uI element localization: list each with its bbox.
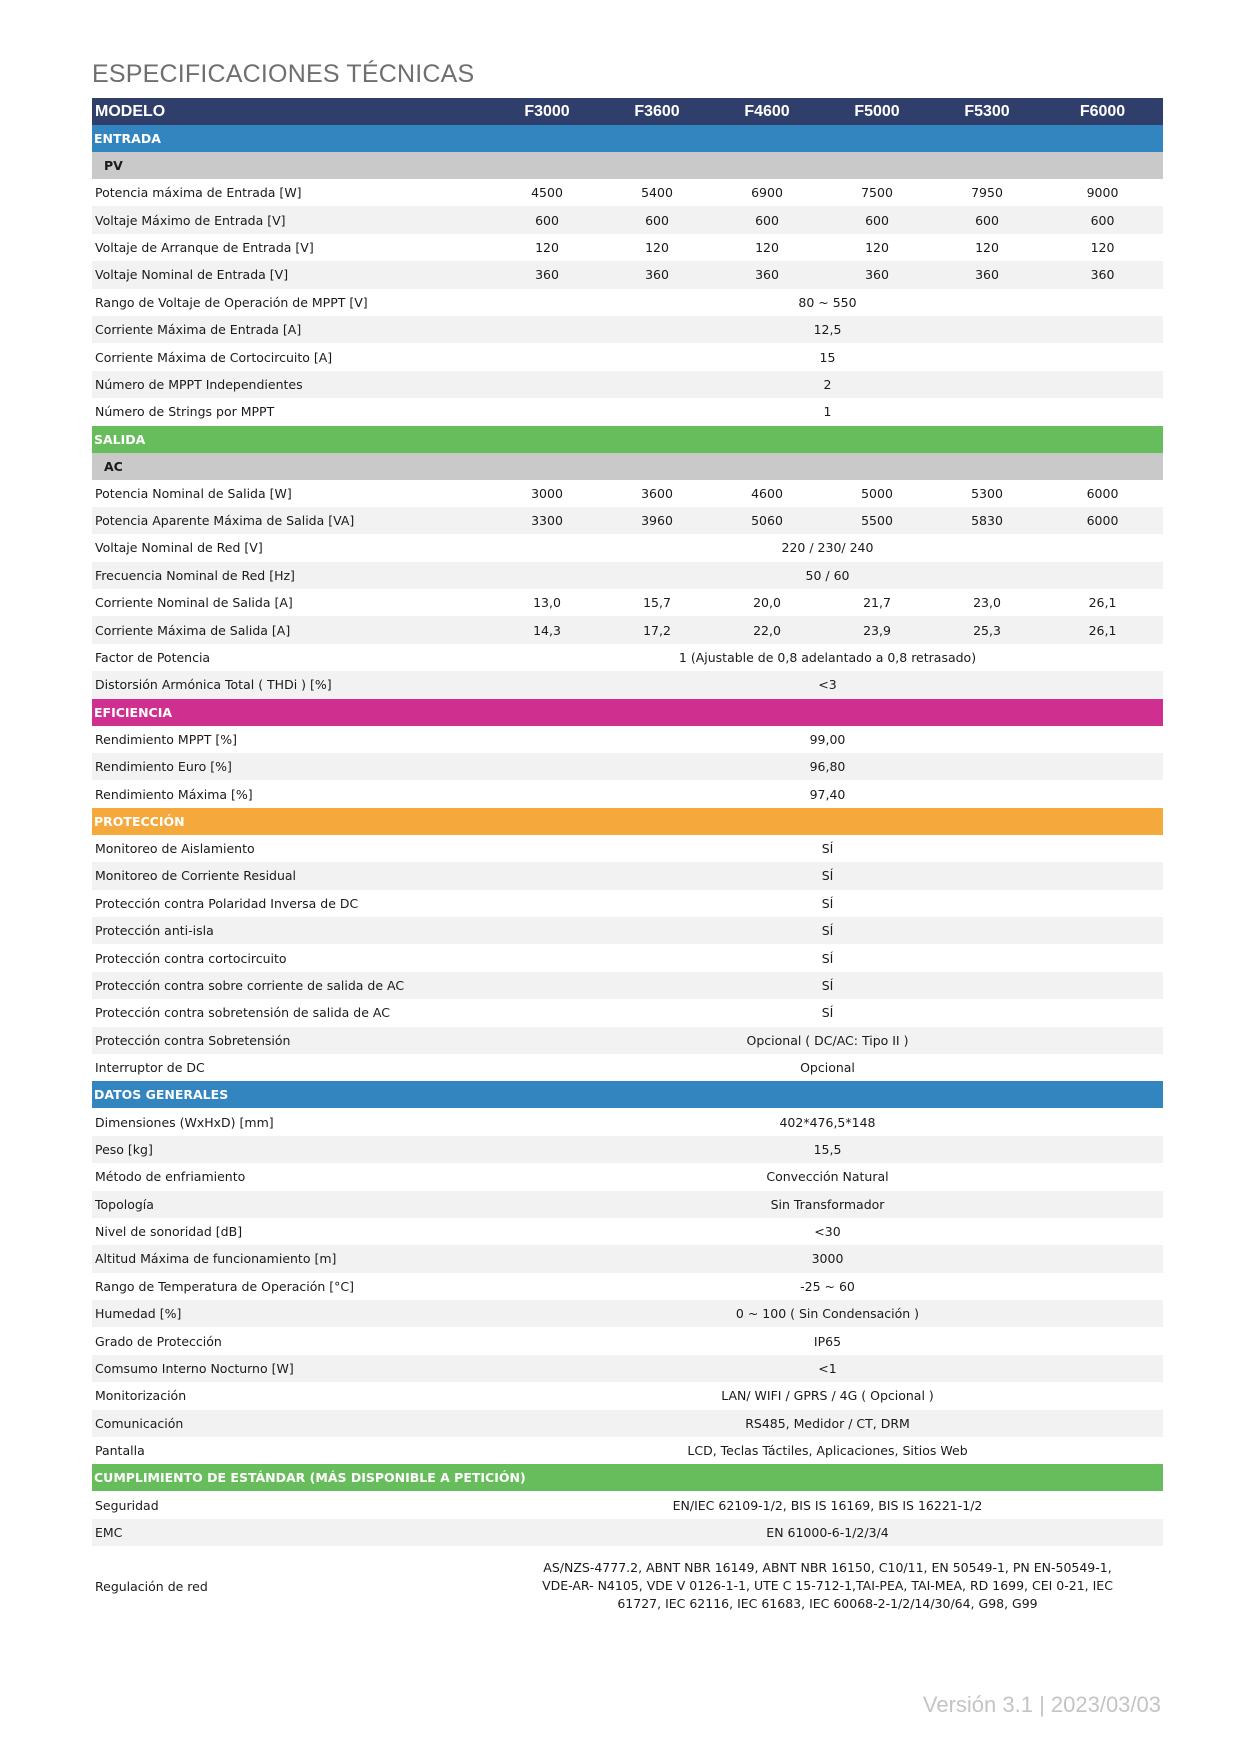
model-header: F5000 bbox=[822, 98, 932, 125]
row-label: Corriente Máxima de Salida [A] bbox=[92, 616, 492, 643]
table-row bbox=[92, 1300, 1163, 1327]
table-row bbox=[92, 589, 1163, 616]
row-value: 120 bbox=[975, 239, 999, 255]
row-value: 3600 bbox=[641, 485, 673, 501]
table-row bbox=[92, 289, 1163, 316]
row-value: EN 61000-6-1/2/3/4 bbox=[492, 1519, 1163, 1546]
table-row bbox=[92, 179, 1163, 206]
row-value: 22,0 bbox=[712, 616, 822, 643]
row-value: 2 bbox=[492, 371, 1163, 398]
row-label: EMC bbox=[92, 1519, 492, 1546]
section-title: DATOS GENERALES bbox=[92, 1081, 1163, 1108]
table-row bbox=[92, 507, 1163, 534]
row-value: 120 bbox=[755, 239, 779, 255]
row-label: Corriente Máxima de Cortocircuito [A] bbox=[95, 349, 333, 365]
row-label: Protección contra sobretensión de salida de AC bbox=[95, 1005, 390, 1021]
table-row bbox=[92, 234, 1163, 261]
table-row bbox=[92, 780, 1163, 807]
row-value: 600 bbox=[712, 206, 822, 233]
subsection-title: AC bbox=[92, 453, 1163, 480]
row-label: Dimensiones (WxHxD) [mm] bbox=[95, 1114, 274, 1130]
row-label: Peso [kg] bbox=[92, 1136, 492, 1163]
row-value: 5300 bbox=[971, 485, 1003, 501]
model-header: F5300 bbox=[932, 98, 1042, 125]
row-value: 3300 bbox=[492, 507, 602, 534]
row-value: 402*476,5*148 bbox=[779, 1114, 876, 1130]
row-label: Número de Strings por MPPT bbox=[95, 404, 275, 420]
table-row bbox=[92, 862, 1163, 889]
row-label: Comsumo Interno Nocturno [W] bbox=[92, 1355, 492, 1382]
spec-table bbox=[92, 98, 1163, 1626]
row-label: Voltaje Máximo de Entrada [V] bbox=[92, 206, 492, 233]
row-value: 26,1 bbox=[1088, 595, 1117, 611]
row-value: 4500 bbox=[531, 185, 563, 201]
model-header: F6000 bbox=[1042, 98, 1163, 125]
table-row bbox=[92, 1410, 1163, 1437]
row-label: Comunicación bbox=[92, 1410, 492, 1437]
row-value: 15,7 bbox=[643, 595, 671, 611]
row-label: Voltaje Nominal de Entrada [V] bbox=[92, 261, 492, 288]
row-value: 26,1 bbox=[1042, 616, 1163, 643]
row-value: LCD, Teclas Táctiles, Aplicaciones, Sitios Web bbox=[687, 1443, 968, 1459]
table-row bbox=[92, 562, 1163, 589]
row-value: 6900 bbox=[751, 185, 783, 201]
row-label: Método de enfriamiento bbox=[95, 1169, 246, 1185]
row-value: 97,40 bbox=[809, 786, 846, 802]
table-row bbox=[92, 534, 1163, 561]
section-header-row bbox=[92, 808, 1163, 835]
row-value: 7950 bbox=[971, 185, 1003, 201]
row-label: Pantalla bbox=[95, 1443, 145, 1459]
row-label: Voltaje de Arranque de Entrada [V] bbox=[95, 239, 314, 255]
row-value: 360 bbox=[492, 261, 602, 288]
table-row bbox=[92, 1191, 1163, 1218]
section-header-row bbox=[92, 1081, 1163, 1108]
row-value: -25 ~ 60 bbox=[800, 1278, 855, 1294]
row-value: 6000 bbox=[1086, 485, 1119, 501]
table-row bbox=[92, 1546, 1163, 1626]
table-row bbox=[92, 1027, 1163, 1054]
row-value: 5500 bbox=[822, 507, 932, 534]
table-row bbox=[92, 644, 1163, 671]
row-label: Frecuencia Nominal de Red [Hz] bbox=[92, 562, 492, 589]
row-label: Seguridad bbox=[95, 1497, 159, 1513]
row-value: 600 bbox=[822, 206, 932, 233]
table-row bbox=[92, 753, 1163, 780]
row-value: <1 bbox=[492, 1355, 1163, 1382]
row-value: IP65 bbox=[813, 1333, 842, 1349]
table-row bbox=[92, 999, 1163, 1026]
row-value: 360 bbox=[932, 261, 1042, 288]
row-label: Monitoreo de Corriente Residual bbox=[92, 862, 492, 889]
row-value: Opcional bbox=[800, 1060, 855, 1076]
row-label: Protección anti-isla bbox=[92, 917, 492, 944]
table-row bbox=[92, 316, 1163, 343]
row-value: 600 bbox=[602, 206, 712, 233]
row-label: Número de MPPT Independientes bbox=[92, 371, 492, 398]
section-title: EFICIENCIA bbox=[92, 699, 1163, 726]
row-value: 50 / 60 bbox=[492, 562, 1163, 589]
table-row bbox=[92, 1136, 1163, 1163]
row-value: 23,0 bbox=[973, 595, 1001, 611]
row-value: SÍ bbox=[821, 950, 834, 966]
row-label: Monitoreo de Aislamiento bbox=[95, 841, 255, 856]
row-value: 360 bbox=[712, 261, 822, 288]
row-value: 220 / 230/ 240 bbox=[781, 540, 874, 556]
table-row bbox=[92, 1382, 1163, 1409]
table-row bbox=[92, 1327, 1163, 1354]
row-label: Interruptor de DC bbox=[95, 1060, 205, 1076]
subsection-title: PV bbox=[92, 152, 1163, 179]
row-value: SÍ bbox=[492, 972, 1163, 999]
section-title: PROTECCIÓN bbox=[92, 808, 1163, 835]
row-label: Factor de Potencia bbox=[95, 650, 211, 666]
row-value: EN/IEC 62109-1/2, BIS IS 16169, BIS IS 16221-1/2 bbox=[672, 1497, 983, 1513]
table-row bbox=[92, 1245, 1163, 1272]
row-value: 360 bbox=[822, 261, 932, 288]
row-label: Potencia Nominal de Salida [W] bbox=[95, 485, 292, 501]
table-row bbox=[92, 1163, 1163, 1190]
table-row bbox=[92, 1437, 1163, 1464]
row-label: Regulación de red bbox=[95, 1578, 208, 1594]
row-label: Corriente Máxima de Entrada [A] bbox=[92, 316, 492, 343]
row-value: 5830 bbox=[932, 507, 1042, 534]
row-label: Humedad [%] bbox=[92, 1300, 492, 1327]
row-value: 600 bbox=[1042, 206, 1163, 233]
row-value: <30 bbox=[814, 1224, 841, 1240]
row-label: Nivel de sonoridad [dB] bbox=[95, 1224, 243, 1240]
row-value: 360 bbox=[1042, 261, 1163, 288]
row-label: Altitud Máxima de funcionamiento [m] bbox=[92, 1245, 492, 1272]
row-value: 120 bbox=[1090, 239, 1115, 255]
row-value: 13,0 bbox=[533, 595, 561, 611]
row-label: Potencia máxima de Entrada [W] bbox=[95, 185, 302, 201]
table-row bbox=[92, 1519, 1163, 1546]
table-row bbox=[92, 1273, 1163, 1300]
row-value: 20,0 bbox=[753, 595, 781, 611]
table-row bbox=[92, 1108, 1163, 1135]
row-value: 0 ~ 100 ( Sin Condensación ) bbox=[492, 1300, 1163, 1327]
row-label: Rendimiento MPPT [%] bbox=[95, 731, 238, 747]
row-value: 120 bbox=[865, 239, 889, 255]
row-value: 4600 bbox=[751, 485, 783, 501]
section-title: CUMPLIMIENTO DE ESTÁNDAR (MÁS DISPONIBLE A PETICIÓN) bbox=[92, 1464, 1163, 1491]
table-row bbox=[92, 616, 1163, 643]
row-value: 17,2 bbox=[602, 616, 712, 643]
row-value: 5400 bbox=[641, 185, 673, 201]
row-value: 99,00 bbox=[809, 731, 846, 747]
table-row bbox=[92, 917, 1163, 944]
table-row bbox=[92, 944, 1163, 971]
row-label: Monitorización bbox=[95, 1388, 187, 1404]
row-value: 3960 bbox=[602, 507, 712, 534]
table-row bbox=[92, 343, 1163, 370]
row-value: Opcional ( DC/AC: Tipo II ) bbox=[492, 1027, 1163, 1054]
row-value: LAN/ WIFI / GPRS / 4G ( Opcional ) bbox=[721, 1388, 934, 1404]
table-row bbox=[92, 972, 1163, 999]
row-value: SÍ bbox=[821, 841, 834, 856]
row-value: 15,5 bbox=[492, 1136, 1163, 1163]
row-value: 1 (Ajustable de 0,8 adelantado a 0,8 retrasado) bbox=[678, 650, 977, 666]
version-footer: Versión 3.1 | 2023/03/03 bbox=[922, 1692, 1161, 1717]
row-value: 80 ~ 550 bbox=[798, 294, 857, 310]
row-label: Rango de Temperatura de Operación [°C] bbox=[95, 1278, 355, 1294]
table-row bbox=[92, 835, 1163, 862]
subsection-row bbox=[92, 152, 1163, 179]
table-row bbox=[92, 890, 1163, 917]
row-label: Potencia Aparente Máxima de Salida [VA] bbox=[92, 507, 492, 534]
page-title: ESPECIFICACIONES TÉCNICAS bbox=[92, 60, 475, 88]
row-value: 5060 bbox=[712, 507, 822, 534]
row-value: 7500 bbox=[861, 185, 893, 201]
row-value: 12,5 bbox=[492, 316, 1163, 343]
section-header-row bbox=[92, 1464, 1163, 1491]
row-label: Protección contra sobre corriente de salida de AC bbox=[92, 972, 492, 999]
row-value: Sin Transformador bbox=[492, 1191, 1163, 1218]
row-value: 600 bbox=[492, 206, 602, 233]
table-row bbox=[92, 480, 1163, 507]
row-label: Rendimiento Máxima [%] bbox=[95, 786, 253, 802]
row-value: Convección Natural bbox=[766, 1169, 889, 1185]
section-header-row bbox=[92, 125, 1163, 152]
row-value: 360 bbox=[602, 261, 712, 288]
table-row bbox=[92, 371, 1163, 398]
row-label: Voltaje Nominal de Red [V] bbox=[95, 540, 263, 556]
row-value: RS485, Medidor / CT, DRM bbox=[492, 1410, 1163, 1437]
row-value: 3000 bbox=[492, 1245, 1163, 1272]
table-row bbox=[92, 398, 1163, 425]
model-header: F4600 bbox=[712, 98, 822, 125]
row-value: 25,3 bbox=[932, 616, 1042, 643]
row-label: Protección contra cortocircuito bbox=[95, 950, 287, 966]
row-label: Topología bbox=[92, 1191, 492, 1218]
section-header-row bbox=[92, 699, 1163, 726]
row-label: Protección contra Sobretensión bbox=[92, 1027, 492, 1054]
row-value: 1 bbox=[823, 404, 832, 420]
section-title: ENTRADA bbox=[92, 125, 1163, 152]
row-label: Grado de Protección bbox=[95, 1333, 222, 1349]
row-value: 15 bbox=[819, 349, 836, 365]
row-value: SÍ bbox=[821, 895, 834, 911]
table-row bbox=[92, 206, 1163, 233]
table-row bbox=[92, 1218, 1163, 1245]
row-value: 14,3 bbox=[492, 616, 602, 643]
row-label: Protección contra Polaridad Inversa de DC bbox=[95, 895, 359, 911]
row-value: SÍ bbox=[492, 917, 1163, 944]
model-header: F3600 bbox=[602, 98, 712, 125]
table-row bbox=[92, 1491, 1163, 1518]
model-header: F3000 bbox=[492, 98, 602, 125]
row-value: <3 bbox=[492, 671, 1163, 698]
row-value: 21,7 bbox=[863, 595, 891, 611]
row-value: 23,9 bbox=[822, 616, 932, 643]
section-header-row bbox=[92, 426, 1163, 453]
row-value: 600 bbox=[932, 206, 1042, 233]
row-value: 96,80 bbox=[492, 753, 1163, 780]
row-value: SÍ bbox=[821, 1005, 834, 1021]
table-row bbox=[92, 1054, 1163, 1081]
header-label: MODELO bbox=[92, 98, 492, 125]
subsection-row bbox=[92, 453, 1163, 480]
row-value: SÍ bbox=[492, 862, 1163, 889]
table-row bbox=[92, 1355, 1163, 1382]
row-label: Distorsión Armónica Total ( THDi ) [%] bbox=[92, 671, 492, 698]
table-row bbox=[92, 671, 1163, 698]
row-label: Corriente Nominal de Salida [A] bbox=[95, 595, 293, 611]
section-title: SALIDA bbox=[92, 426, 1163, 453]
row-value: 5000 bbox=[861, 485, 893, 501]
row-value: 120 bbox=[645, 239, 669, 255]
table-header-row bbox=[92, 98, 1163, 125]
row-label: Rango de Voltaje de Operación de MPPT [V] bbox=[95, 294, 368, 310]
table-row bbox=[92, 726, 1163, 753]
row-label: Rendimiento Euro [%] bbox=[92, 753, 492, 780]
row-value: 6000 bbox=[1042, 507, 1163, 534]
table-row bbox=[92, 261, 1163, 288]
row-value: 9000 bbox=[1086, 185, 1119, 201]
row-value: 120 bbox=[535, 239, 559, 255]
row-value: 3000 bbox=[531, 485, 563, 501]
row-value: AS/NZS-4777.2, ABNT NBR 16149, ABNT NBR 16150, C10/11, EN 50549-1, PN EN-50549-1, VDE-AR- N4105, VDE V 0126-1-1, UTE C 15-712-1,TAI-PEA, TAI-MEA, RD 1699, CEI 0-21, IEC 61727, IEC 62116, IEC 61683, IEC 60068-2-1/2/14/30/64, G98, G99 bbox=[542, 1560, 1113, 1612]
